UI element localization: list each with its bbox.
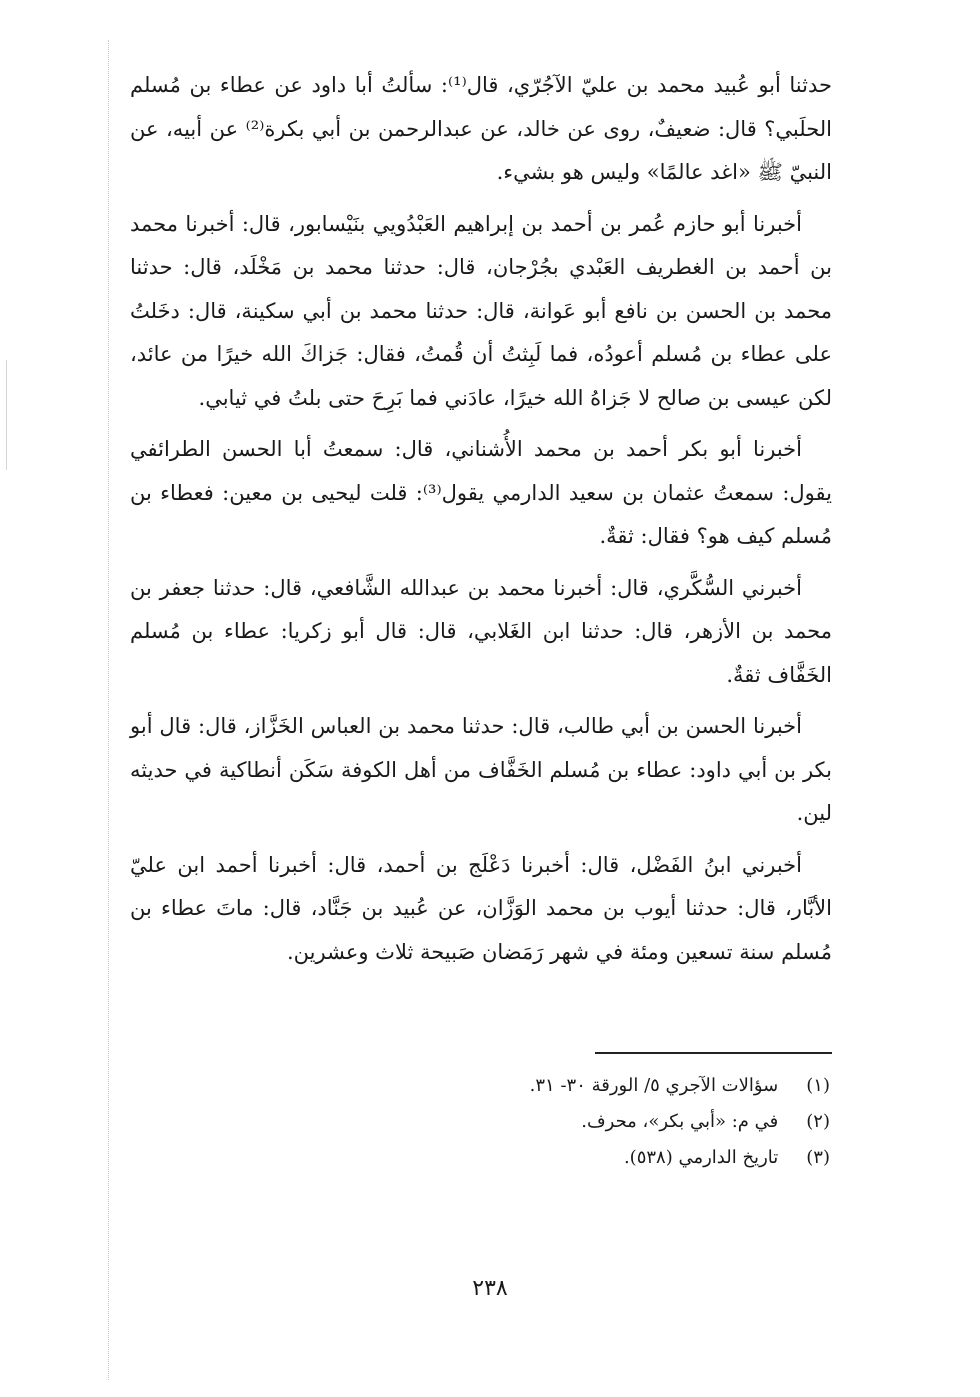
footnote-number: (١) bbox=[806, 1075, 830, 1096]
page-number: ٢٣٨ bbox=[472, 1276, 508, 1301]
paragraph-1: حدثنا أبو عُبيد محمد بن عليّ الآجُرّي، قال⁽¹⁾: سألتُ أبا داود عن عطاء بن مُسلم الحلَبي؟ قال: ضعيفٌ، روى عن خالد، عن عبدالرحمن بن أبي بكرة⁽²⁾ عن أبيه، عن النبيّ ﷺ «اغد عالمًا» وليس هو بشيء. bbox=[130, 73, 832, 184]
paragraph-3: أخبرنا أبو بكر أحمد بن محمد الأُشناني، قال: سمعتُ أبا الحسن الطرائفي يقول: سمعتُ عثمان بن سعيد الدارمي يقول⁽³⁾: قلت ليحيى بن معين: فعطاء بن مُسلم كيف هو؟ فقال: ثقةٌ. bbox=[130, 437, 832, 548]
paragraph-4: أخبرني السُّكَّري، قال: أخبرنا محمد بن عبدالله الشَّافعي، قال: حدثنا جعفر بن محمد بن الأزهر، قال: حدثنا ابن الغَلابي، قال: قال أبو زكريا: عطاء بن مُسلم الخَفَّاف ثقةٌ. bbox=[130, 575, 832, 687]
paragraph-6: أخبرني ابنُ الفَضْل، قال: أخبرنا دَعْلَج بن أحمد، قال: أخبرنا أحمد ابن عليّ الأبَّار، قال: حدثنا أيوب بن محمد الوَزَّان، عن عُبيد بن جَنَّاد، قال: ماتَ عطاء بن مُسلم سنة تسعين ومئة في شهر رَمَضان صَبيحة ثلاث وعشرين. bbox=[130, 852, 832, 964]
scan-edge-line bbox=[6, 360, 7, 470]
footnote-number: (٢) bbox=[806, 1111, 830, 1132]
paragraph-5: أخبرنا الحسن بن أبي طالب، قال: حدثنا محمد بن العباس الخَزَّاز، قال: قال أبو بكر بن أبي داود: عطاء بن مُسلم الخَفَّاف من أهل الكوفة سَكَن أنطاكية في حديثه لين. bbox=[130, 714, 832, 825]
footnotes bbox=[430, 1068, 830, 1176]
footnote-number: (٣) bbox=[806, 1147, 830, 1168]
scan-margin-line bbox=[108, 40, 109, 1380]
footnote-text: سؤالات الآجري ٥/ الورقة ٣٠- ٣١. bbox=[529, 1075, 779, 1096]
footnote-text: تاريخ الدارمي (٥٣٨). bbox=[623, 1147, 779, 1168]
paragraph-2: أخبرنا أبو حازم عُمر بن أحمد بن إبراهيم العَبْدُويي بنَيْسابور، قال: أخبرنا محمد بن أحمد بن الغطريف العَبْدي بجُرْجان، قال: حدثنا محمد بن مَخْلَد، قال: حدثنا محمد بن الحسن بن نافع أبو عَوانة، قال: حدثنا محمد بن أبي سكينة، قال: دخَلتُ على عطاء بن مُسلم أعودُه، فما لَبِثتُ أن قُمتُ، فقال: جَزاكَ الله خيرًا من عائد، لكن عيسى بن صالح لا جَزاهُ الله خيرًا، عادَني فما بَرِحَ حتى بلتُ في ثيابي. bbox=[130, 211, 832, 410]
footnote-1 bbox=[430, 1068, 830, 1104]
footnote-divider bbox=[595, 1052, 832, 1054]
footnote-3 bbox=[430, 1140, 830, 1176]
footnote-text: في م: «أبي بكر»، محرف. bbox=[581, 1111, 779, 1132]
main-text bbox=[130, 64, 832, 982]
footnote-2 bbox=[430, 1104, 830, 1140]
